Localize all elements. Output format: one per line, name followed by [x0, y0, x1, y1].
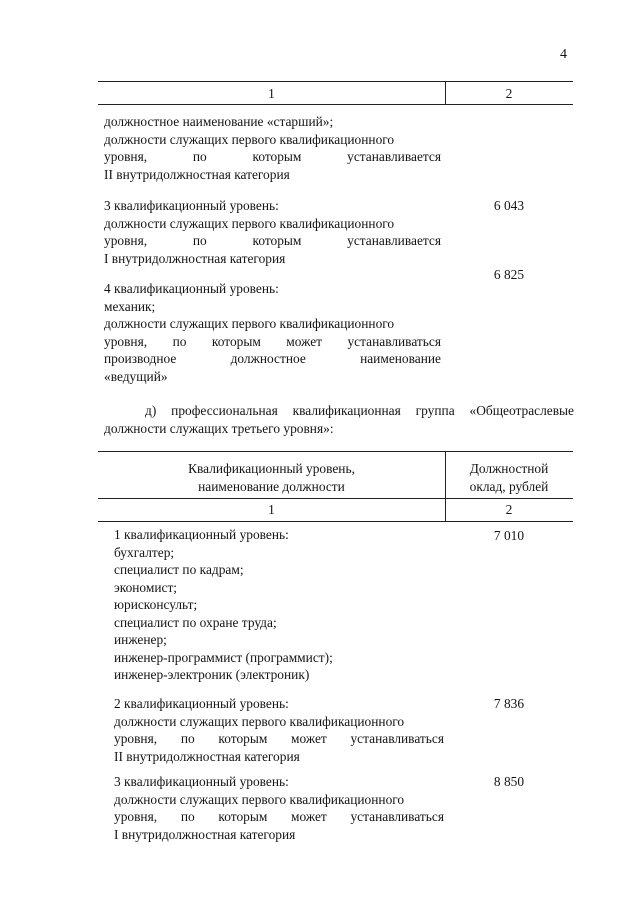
table2-row-level1	[114, 526, 444, 684]
salary-amount: 7 010	[493, 528, 525, 543]
salary-amount: 7 836	[493, 696, 525, 711]
table2-header-col2	[445, 460, 573, 495]
page-number: 4	[560, 47, 567, 62]
row-line: специалист по кадрам;	[114, 562, 244, 577]
section-d-paragraph	[104, 402, 574, 437]
row-line: 2 квалификационный уровень:	[114, 696, 289, 711]
paragraph-line: д) профессиональная квалификационная группа «Общеотраслевые	[145, 403, 574, 418]
row-line: «ведущий»	[104, 368, 168, 384]
table1-col1-number: 1	[268, 86, 275, 101]
paragraph-line: должности служащих третьего уровня»:	[104, 420, 334, 436]
row-line: инженер-электроник (электроник)	[114, 667, 310, 682]
table2-header-rule	[98, 498, 573, 499]
row-line: уровня, по которым устанавливается	[104, 233, 441, 248]
row-line: уровня, по которым может устанавливаться	[104, 333, 441, 349]
salary-amount: 8 850	[493, 774, 525, 789]
header-line: наименование должности	[198, 478, 345, 494]
header-line: Квалификационный уровень,	[188, 461, 355, 476]
table1-row-continuation	[104, 113, 441, 183]
row-line: инженер-программист (программист);	[114, 649, 333, 665]
row-line: юрисконсульт;	[114, 597, 198, 612]
row-line: должностное наименование «старший»;	[104, 114, 334, 129]
row-line: уровня, по которым может устанавливаться	[114, 809, 444, 824]
row-line: инженер;	[114, 632, 167, 647]
row-line: должности служащих первого квалификационного	[114, 713, 405, 729]
salary-amount: 6 825	[493, 267, 525, 282]
row-line: II внутридолжностная категория	[114, 748, 300, 764]
row-line: уровня, по которым может устанавливаться	[114, 731, 444, 746]
row-line: должности служащих первого квалификационного	[104, 316, 395, 331]
row-line: 4 квалификационный уровень:	[104, 281, 279, 296]
table2-col1-number: 1	[268, 502, 275, 517]
row-line: уровня, по которым устанавливается	[104, 149, 441, 164]
row-line: бухгалтер;	[114, 544, 175, 560]
row-line: специалист по охране труда;	[114, 614, 277, 630]
table1-header-rule	[98, 104, 573, 105]
table1-top-rule	[98, 81, 573, 82]
table1-row-level3	[104, 197, 441, 267]
table2-col2-number: 2	[505, 502, 513, 517]
row-line: 3 квалификационный уровень:	[114, 774, 289, 789]
row-line: экономист;	[114, 579, 178, 595]
row-line: 3 квалификационный уровень:	[104, 198, 279, 213]
header-line: оклад, рублей	[469, 478, 549, 494]
row-line: I внутридолжностная категория	[104, 250, 286, 266]
row-line: должности служащих первого квалификационного	[104, 215, 395, 231]
table2-row-level2	[114, 695, 444, 765]
table2-number-rule	[98, 521, 573, 522]
header-line: Должностной	[469, 461, 549, 476]
table2-top-rule	[98, 451, 573, 452]
table1-col2-number: 2	[505, 86, 513, 101]
table1-row-level4	[104, 280, 441, 385]
table2-row-level3	[114, 773, 444, 843]
table2-header-col1	[98, 460, 445, 495]
row-line: должности служащих первого квалификационного	[104, 131, 395, 147]
salary-amount: 6 043	[493, 198, 525, 213]
row-line: 1 квалификационный уровень:	[114, 527, 289, 542]
row-line: I внутридолжностная категория	[114, 826, 296, 842]
row-line: механик;	[104, 298, 156, 314]
row-line: производное должностное наименование	[104, 351, 441, 366]
row-line: должности служащих первого квалификационного	[114, 791, 405, 807]
row-line: II внутридолжностная категория	[104, 166, 290, 182]
